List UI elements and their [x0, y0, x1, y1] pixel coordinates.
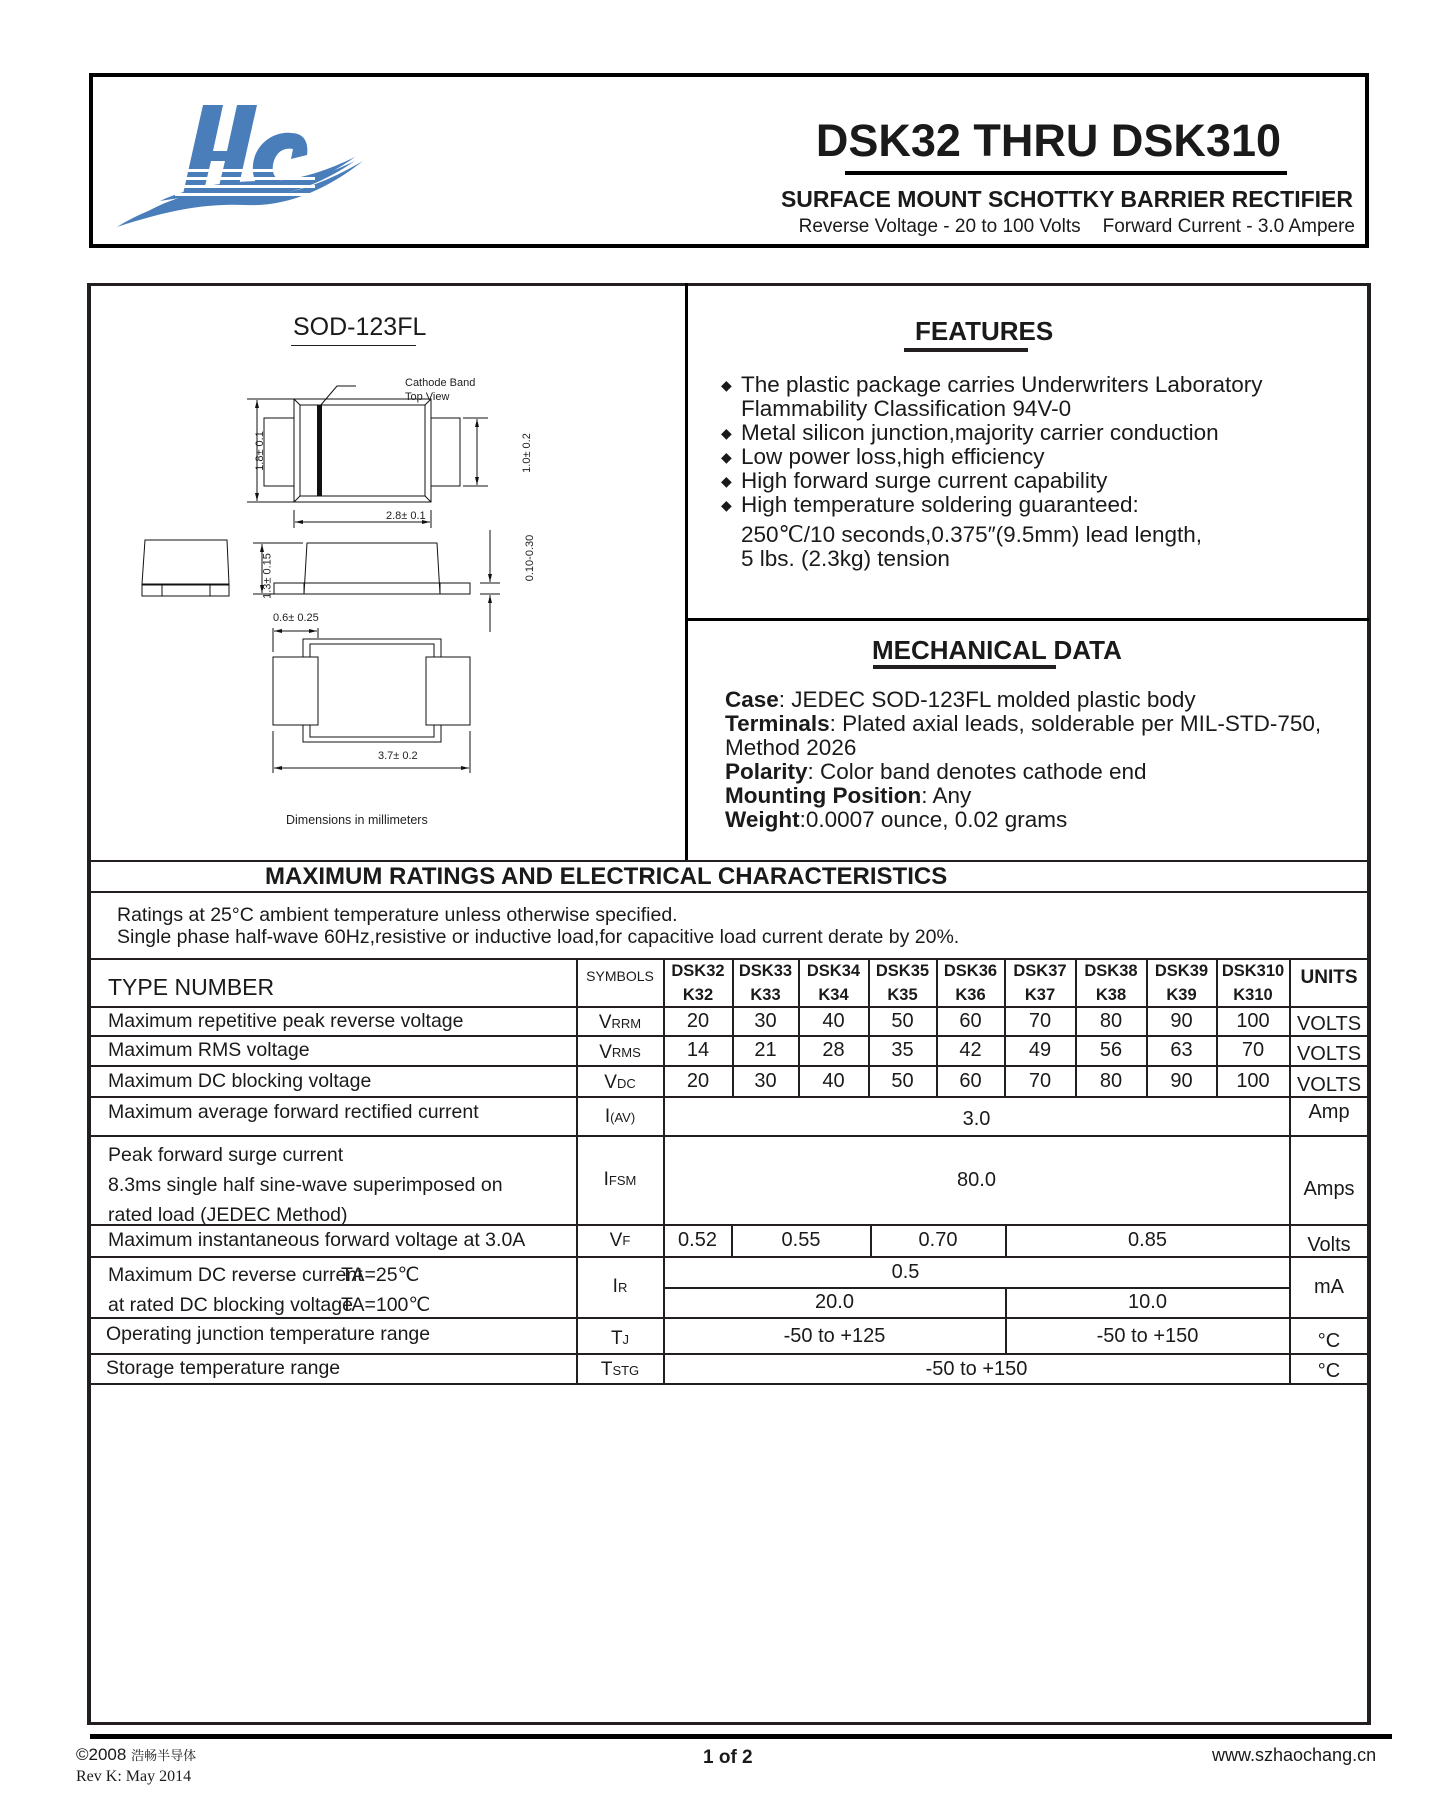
ir-100c-value-b: 10.0 [1128, 1291, 1167, 1313]
col-header-dsk39: DSK39 K39 [1154, 962, 1209, 1004]
features-title: FEATURES [915, 316, 1054, 346]
feature-item: ◆ Metal silicon junction,majority carrier conduction [721, 420, 1219, 445]
vdc-dsk38: 80 [1099, 1069, 1123, 1092]
vdc-dsk32: 20 [686, 1069, 710, 1092]
vf-unit: Volts [1307, 1234, 1351, 1256]
vf-symbol: V F [609, 1229, 631, 1251]
tj-unit: °C [1317, 1329, 1341, 1352]
mech-weight: Weight:0.0007 ounce, 0.02 grams [725, 807, 1068, 832]
spec-line [799, 216, 1355, 238]
vrms-dsk38: 56 [1099, 1039, 1123, 1061]
ifsm-unit: Amps [1303, 1177, 1355, 1200]
vdc-dsk35: 50 [891, 1069, 914, 1092]
feature-item: ◆ Low power loss,high efficiency [721, 444, 1045, 469]
ir-25c-value: 0.5 [891, 1260, 920, 1283]
dim-body-width: 2.8± 0.1 [386, 510, 426, 522]
ir-label: Maximum DC reverse currentTA=25℃ at rated DC blocking voltageTA=100℃ [108, 1264, 431, 1316]
document-subtitle: SURFACE MOUNT SCHOTTKY BARRIER RECTIFIER [780, 186, 1353, 212]
feature-item-cont: 250℃/10 seconds,0.375″(9.5mm) lead length, [741, 522, 1203, 547]
tstg-label: Storage temperature range [106, 1356, 341, 1379]
package-title: SOD-123FL [293, 313, 427, 341]
vf-label: Maximum instantaneous forward voltage at 3.0A [108, 1229, 526, 1251]
vrrm-dsk32: 20 [686, 1009, 710, 1032]
mech-mounting: Mounting Position: Any [725, 783, 972, 808]
symbols-header: SYMBOLS [586, 968, 654, 984]
dim-height: 1.8± 0.1 [254, 431, 266, 471]
document-title: DSK32 THRU DSK310 [815, 115, 1281, 166]
col-header-dsk38: DSK38 K38 [1084, 962, 1138, 1004]
vrrm-dsk35: 50 [891, 1009, 914, 1032]
vrms-dsk34: 28 [822, 1039, 845, 1061]
vrrm-dsk37: 70 [1028, 1009, 1052, 1032]
ifsm-label: Peak forward surge current 8.3ms single half sine-wave superimposed on rated load (JEDEC Method) [108, 1144, 503, 1226]
col-header-dsk32: DSK32 K32 [671, 962, 725, 1004]
col-header-dsk36: DSK36 K36 [943, 962, 998, 1004]
col-header-dsk34: DSK34 K34 [806, 962, 861, 1004]
ir-unit: mA [1314, 1275, 1344, 1298]
vdc-dsk36: 60 [959, 1069, 982, 1092]
vrrm-label: Maximum repetitive peak reverse voltage [108, 1009, 464, 1032]
vrms-dsk35: 35 [891, 1039, 914, 1061]
footer-website: www.szhaochang.cn [1212, 1745, 1377, 1765]
ir-symbol: I R [612, 1276, 628, 1297]
units-header: UNITS [1300, 967, 1358, 988]
feature-item-cont: 5 lbs. (2.3kg) tension [741, 546, 950, 571]
dim-body-thickness: 1.3± 0.15 [261, 553, 274, 599]
feature-item: ◆ High temperature soldering guaranteed: [721, 492, 1139, 517]
mech-terminals: Terminals: Plated axial leads, solderable per MIL-STD-750, [725, 711, 1322, 736]
cathode-band-label: Cathode Band [405, 377, 476, 389]
col-header-dsk37: DSK37 K37 [1013, 962, 1067, 1004]
tstg-value: -50 to +150 [925, 1357, 1028, 1380]
vrrm-symbol: V RRM [598, 1012, 642, 1033]
col-header-dsk33: DSK33 K33 [738, 962, 793, 1004]
tstg-unit: °C [1317, 1359, 1341, 1382]
vdc-dsk310: 100 [1236, 1069, 1270, 1092]
vrms-dsk36: 42 [959, 1039, 982, 1061]
mechanical-list [725, 688, 1321, 832]
forward-current-spec: Forward Current - 3.0 Ampere [1102, 216, 1355, 237]
package-title-underline [291, 345, 416, 346]
features-list [721, 373, 1262, 571]
footer-copyright: ©2008 浩畅半导体 [76, 1745, 197, 1764]
header-box [89, 73, 1369, 248]
vrrm-dsk310: 100 [1236, 1009, 1270, 1032]
tj-symbol: T J [610, 1328, 630, 1349]
footer-rule [90, 1734, 1392, 1739]
vrms-dsk37: 49 [1028, 1039, 1052, 1061]
reverse-voltage-spec: Reverse Voltage - 20 to 100 Volts [798, 216, 1081, 237]
features-title-rule [904, 348, 1028, 352]
ratings-title-rule [89, 891, 1369, 893]
vrms-label: Maximum RMS voltage [108, 1039, 310, 1061]
mechanical-title: MECHANICAL DATA [872, 635, 1122, 665]
vrrm-dsk36: 60 [959, 1009, 982, 1032]
vf-dsk35-36: 0.70 [918, 1229, 958, 1251]
feature-item: ◆ The plastic package carries Underwriters Laboratory [721, 372, 1263, 397]
ratings-note-1: Ratings at 25°C ambient temperature unless otherwise specified. [117, 904, 678, 926]
vrrm-dsk38: 80 [1099, 1009, 1123, 1032]
ir-100c-value-a: 20.0 [815, 1291, 854, 1313]
iav-unit: Amp [1308, 1100, 1350, 1123]
tstg-symbol: T STG [600, 1359, 640, 1380]
top-view-label: Top View [405, 391, 450, 403]
dimensions-note: Dimensions in millimeters [286, 813, 428, 827]
bullet-icon: ◆ [721, 497, 732, 513]
vdc-unit: VOLTS [1296, 1073, 1362, 1096]
vf-dsk37-310: 0.85 [1128, 1229, 1167, 1251]
tj-label: Operating junction temperature range [106, 1322, 431, 1345]
vrms-dsk39: 63 [1170, 1039, 1193, 1061]
bullet-icon: ◆ [721, 377, 732, 393]
type-number-header: TYPE NUMBER [108, 973, 275, 1000]
dim-lead-length: 0.6± 0.25 [273, 612, 319, 624]
ifsm-symbol: I FSM [603, 1169, 637, 1190]
mechanical-title-rule [873, 665, 1056, 669]
feature-item: ◆ High forward surge current capability [721, 468, 1108, 493]
vdc-dsk34: 40 [822, 1069, 845, 1092]
tj-value-b: -50 to +150 [1096, 1325, 1199, 1347]
bullet-icon: ◆ [721, 425, 732, 441]
vrms-symbol: V RMS [599, 1041, 641, 1063]
vdc-dsk33: 30 [754, 1069, 777, 1092]
vf-dsk32: 0.52 [678, 1229, 717, 1251]
dim-total-length: 3.7± 0.2 [378, 750, 418, 762]
package-drawing [130, 360, 570, 790]
mech-terminals-cont: Method 2026 [725, 735, 857, 760]
dim-lead-thickness: 0.10-0.30 [524, 534, 536, 582]
feature-item-cont: Flammability Classification 94V-0 [741, 396, 1072, 421]
footer-page-number: 1 of 2 [703, 1747, 753, 1768]
col-header-dsk35: DSK35 K35 [875, 962, 930, 1004]
vrms-dsk32: 14 [686, 1039, 710, 1061]
col-header-dsk310: DSK310 K310 [1221, 962, 1285, 1004]
dim-lead-height: 1.0± 0.2 [521, 433, 533, 473]
vrms-dsk310: 70 [1241, 1039, 1265, 1061]
vdc-dsk37: 70 [1028, 1069, 1052, 1092]
vrrm-dsk33: 30 [754, 1009, 777, 1032]
vrms-dsk33: 21 [754, 1039, 777, 1061]
section-divider-ratings [89, 860, 1369, 862]
footer-revision: Rev K: May 2014 [76, 1768, 192, 1785]
section-divider-features [686, 618, 1369, 621]
iav-symbol: I (AV) [604, 1106, 636, 1127]
vrrm-dsk34: 40 [822, 1009, 845, 1032]
vrrm-dsk39: 90 [1170, 1009, 1193, 1032]
vf-dsk33-34: 0.55 [781, 1229, 821, 1251]
row-rule [89, 1383, 1369, 1385]
vrrm-unit: VOLTS [1296, 1012, 1362, 1035]
vrms-unit: VOLTS [1296, 1043, 1362, 1065]
vdc-label: Maximum DC blocking voltage [108, 1069, 372, 1092]
mech-case: Case: JEDEC SOD-123FL molded plastic body [725, 687, 1196, 712]
ifsm-value: 80.0 [957, 1168, 996, 1191]
bullet-icon: ◆ [721, 473, 732, 489]
company-logo-icon [115, 103, 365, 228]
mech-polarity: Polarity: Color band denotes cathode end [725, 759, 1147, 784]
iav-value: 3.0 [962, 1107, 991, 1130]
vdc-symbol: V DC [604, 1072, 636, 1093]
ratings-note-2: Single phase half-wave 60Hz,resistive or inductive load,for capacitive load current derate by 20%. [117, 926, 960, 948]
title-rule [845, 171, 1287, 175]
iav-label: Maximum average forward rectified current [108, 1100, 479, 1123]
section-divider-vertical [685, 283, 688, 861]
ratings-title: MAXIMUM RATINGS AND ELECTRICAL CHARACTERISTICS [265, 863, 948, 890]
bullet-icon: ◆ [721, 449, 732, 465]
vdc-dsk39: 90 [1170, 1069, 1193, 1092]
tj-value-a: -50 to +125 [783, 1325, 886, 1347]
